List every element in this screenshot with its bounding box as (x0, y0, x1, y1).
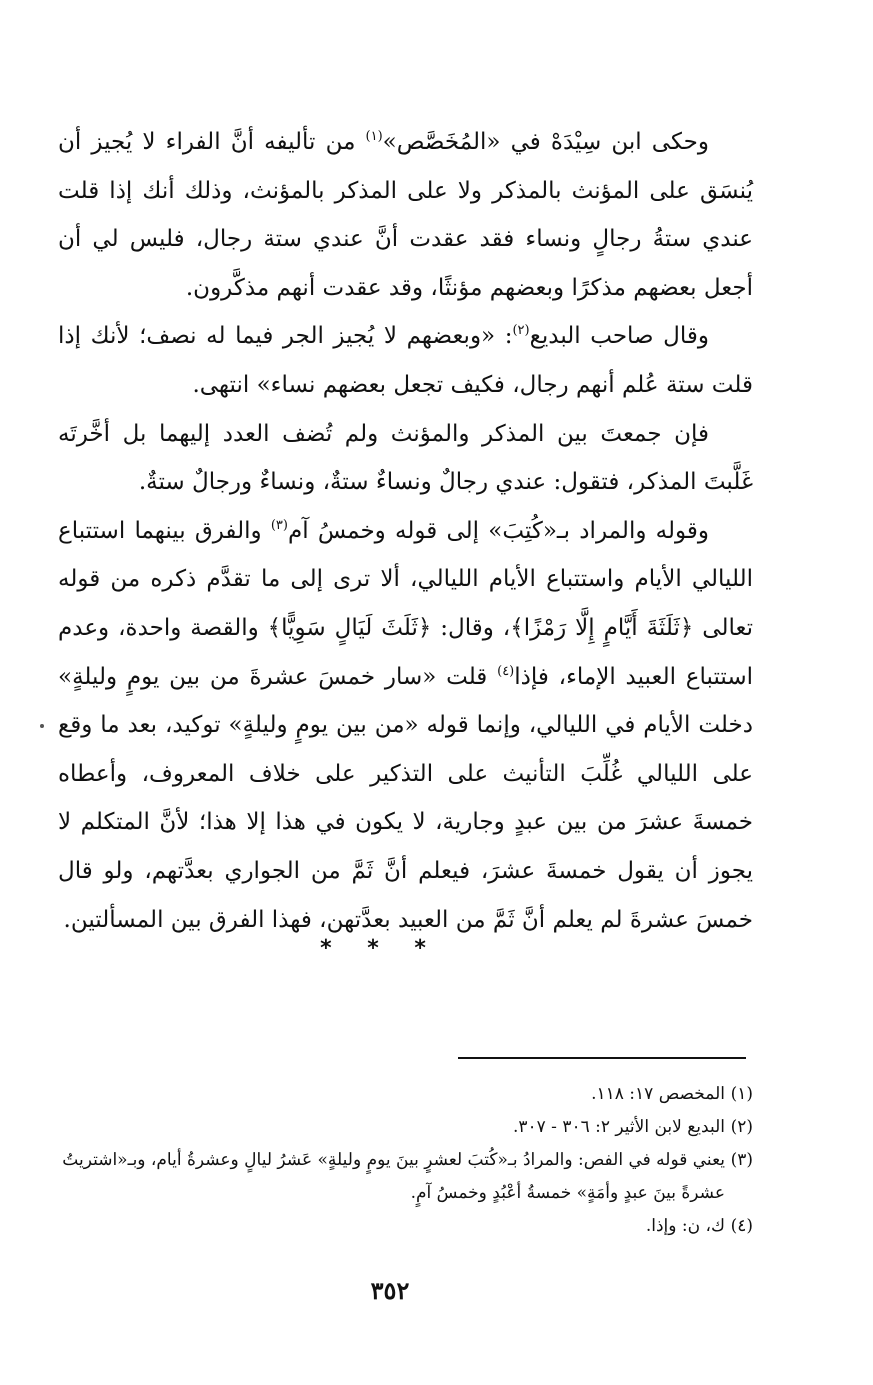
footnote-number: (١) (730, 1084, 753, 1104)
paragraph-4-text-a: وقوله والمراد بـ«كُتِبَ» إلى قوله وخمسُ آم (287, 517, 710, 544)
paragraph-4-text-c: قلت «سار خمسَ عشرةَ من بين يومٍ وليلةٍ» دخلت الأيام في الليالي، وإنما قوله «من بين يومٍ وليلةٍ» توكيد، بعد ما وقع على الليالي غُلِّبَ التأنيث على التذكير على خلاف المعروف، وأعطاه خمسةَ عشرَ من بين عبدٍ وجارية، لا يكون في هذا إلا هذا؛ لأنَّ المتكلم لا يجوز أن يقول خمسةَ عشرَ، فيعلم أنَّ ثَمَّ من الجواري بعدَّتهم، ولو قال خمسَ عشرةَ لم يعلم أنَّ ثَمَّ من العبيد بعدَّتهن، فهذا الفرق بين المسألتين. (58, 663, 753, 933)
footnote-text: يعني قوله في الفص: والمرادُ بـ«كُتبَ لعشرٍ بينَ يومٍ وليلةٍ» عَشرُ ليالٍ وعشرةُ أيام، وبـ«اشتريتُ عشرةً بينَ عبدٍ وأمَةٍ» خمسةُ أعْبُدٍ وخمسُ آمٍ. (62, 1150, 725, 1203)
footnote-1 (60, 1078, 753, 1111)
footnote-3 (60, 1144, 753, 1210)
footnote-4 (60, 1210, 753, 1243)
footnote-text: ك، ن: وإذا. (645, 1216, 725, 1236)
footnote-text: المخصص ١٧: ١١٨. (591, 1084, 725, 1104)
paragraph-3 (58, 410, 753, 507)
footnote-text: البديع لابن الأثير ٢: ٣٠٦ - ٣٠٧. (512, 1117, 725, 1137)
footnotes (60, 1078, 753, 1243)
footnote-number: (٢) (730, 1117, 753, 1137)
footnote-number: (٣) (730, 1150, 753, 1170)
footnote-ref-3: (٣) (270, 517, 288, 533)
scan-speck (40, 724, 44, 728)
page-number: ٣٥٢ (370, 1276, 410, 1305)
paragraph-1-text-a: وحكى ابن سِيْدَهْ في «المُخَصَّص» (382, 129, 709, 155)
footnote-2 (60, 1111, 753, 1144)
footnote-ref-1: (١) (365, 129, 383, 144)
main-text (58, 118, 753, 944)
footnote-rule (458, 1057, 746, 1059)
paragraph-2-text-a: وقال صاحب البديع (529, 323, 709, 350)
footnote-ref-2: (٢) (512, 323, 530, 339)
footnote-ref-4: (٤) (497, 663, 515, 679)
paragraph-3-text: فإن جمعتَ بين المذكر والمؤنث ولم تُضف العدد إليهما بل أخَّرتَه غَلَّبتَ المذكر، فتقول: عندي رجالٌ ونساءٌ ستةٌ، ونساءٌ ورجالٌ ستةٌ. (58, 420, 753, 496)
paragraph-1-text-b: من تأليفه أنَّ الفراء لا يُجيز أن يُنسَق على المؤنث بالمذكر ولا على المذكر بالمؤنث، وذلك أنك إذا قلت عندي ستةُ رجالٍ ونساء فقد عقدت أنَّ عندي ستة رجال، فليس لي أن أجعل بعضهم مذكرًا وبعضهم مؤنثًا، وقد عقدت أنهم مذكَّرون. (58, 129, 753, 301)
paragraph-4-text-b: والفرق بينهما استتباع الليالي الأيام واستتباع الأيام الليالي، ألا ترى إلى ما تقدَّم ذكره من قوله تعالى ﴿ثَلَثَةَ أَيَّامٍ إِلَّا رَمْزًا﴾، وقال: ﴿ثَلَثَ لَيَالٍ سَوِيًّا﴾ والقصة واحدة، وعدم استتباع العبيد الإماء، فإذا (58, 517, 754, 690)
paragraph-2 (58, 312, 753, 409)
paragraph-1 (58, 118, 753, 312)
paragraph-4 (58, 507, 753, 944)
paragraph-2-text-b: : «وبعضهم لا يُجيز الجر فيما له نصف؛ لأنك إذا قلت ستة عُلم أنهم رجال، فكيف تجعل بعضهم نساء» انتهى. (58, 323, 753, 398)
section-separator: * * * (320, 936, 440, 961)
footnote-number: (٤) (730, 1216, 753, 1236)
